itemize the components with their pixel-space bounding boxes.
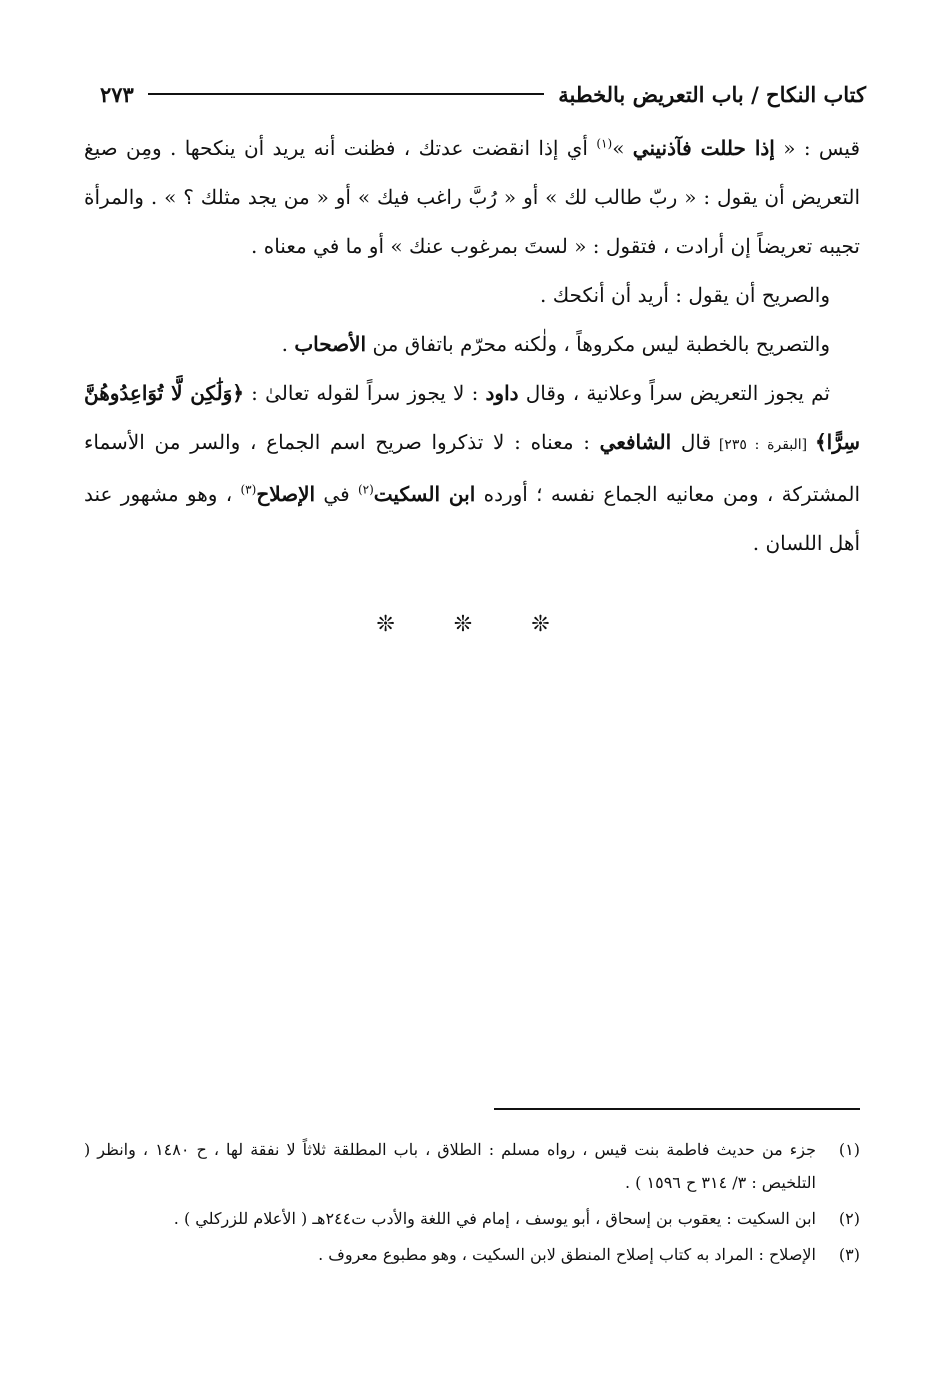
footnote-3 <box>84 1238 860 1271</box>
p4-bold-islah: الإصلاح <box>256 482 316 506</box>
footnote-number: (٢) <box>838 1209 860 1228</box>
footnote-text: جزء من حديث فاطمة بنت قيس ، رواه مسلم : الطلاق ، باب المطلقة ثلاثاً لا نفقة لها ، ح ١٤٨٠ ، وانظر ( التلخيص : ٣/ ٣١٤ ح ١٥٩٦ ) . <box>84 1140 816 1192</box>
p4-bold-shafii: الشافعي <box>599 430 672 454</box>
footnote-rule <box>494 1108 860 1110</box>
paragraph-4 <box>84 369 860 568</box>
p4-text-c: : لا يجوز سراً لقوله تعالىٰ : <box>244 381 486 405</box>
footnote-marker-1: (١) <box>596 136 613 151</box>
header-rule <box>148 93 544 95</box>
footnote-number: (٣) <box>838 1245 860 1264</box>
footnote-marker-2: (٢) <box>357 482 374 497</box>
p1-text-a: قيس : « <box>774 136 861 160</box>
p4-text-h: في <box>315 482 358 506</box>
footnote-marker-3: (٣) <box>240 482 257 497</box>
footnote-text: ابن السكيت : يعقوب بن إسحاق ، أبو يوسف ، إمام في اللغة والأدب ت٢٤٤هـ ( الأعلام للزركلي ) . <box>173 1209 816 1228</box>
p3-text-a: والتصريح بالخطبة ليس مكروهاً ، ولٰكنه محرّم باتفاق من <box>366 332 830 356</box>
p4-text-f: : معناه : لا تذكروا صريح اسم الجماع ، والسر من الأسماء المشتركة ، ومن معانيه الجماع نفسه ؛ أورده <box>84 430 860 506</box>
quran-verse: ﴿وَلَٰكِن لَّا تُوَاعِدُوهُنَّ سِرًّا﴾ <box>84 381 861 454</box>
p1-text-e: ومِن صيغ التعريض أن يقول : « ربّ طالب لك » أو « رُبَّ راغب فيك » أو « من يجد مثلك ؟ » . والمرأة تجيبه تعريضاً إن أرادت ، فتقول : « لستَ بمرغوب عنك » أو ما في معناه . <box>84 136 860 258</box>
footnote-2 <box>84 1202 860 1235</box>
p1-text-d: أي إذا انقضت عدتك ، فظنت أنه يريد أن ينكحها . <box>170 136 597 160</box>
footnote-number: (١) <box>838 1140 860 1159</box>
running-title: كتاب النكاح / باب التعريض بالخطبة <box>558 81 866 107</box>
page-number: ٢٧٣ <box>100 81 134 107</box>
page-header <box>100 74 866 114</box>
p4-bold-dawud: داود <box>485 381 519 405</box>
main-text <box>84 124 860 568</box>
p4-text-j: ، وهو مشهور عند أهل اللسان . <box>84 482 860 555</box>
p4-text-a: ثم يجوز التعريض سراً وعلانية ، وقال <box>518 381 830 405</box>
footnote-1 <box>84 1133 860 1199</box>
paragraph-2: والصريح أن يقول : أريد أن أنكحك . <box>539 283 830 307</box>
p1-text-c: » <box>612 136 633 160</box>
p3-bold-ashab: الأصحاب <box>294 332 367 356</box>
paragraph-1 <box>84 124 860 271</box>
p4-bold-ibn-sikkit: ابن السكيت <box>373 482 476 506</box>
verse-reference: [البقرة : ٢٣٥] <box>711 437 815 453</box>
paragraph-3 <box>84 320 860 369</box>
p3-text-c: . <box>281 332 295 356</box>
p4-text-d: قال <box>671 430 712 454</box>
footnote-text: الإصلاح : المراد به كتاب إصلاح المنطق لابن السكيت ، وهو مطبوع معروف . <box>318 1245 816 1264</box>
footnotes <box>84 1133 860 1274</box>
section-separator: ❊ ❊ ❊ <box>376 612 576 637</box>
hadith-quote: إذا حللت فآذنيني <box>632 136 775 160</box>
